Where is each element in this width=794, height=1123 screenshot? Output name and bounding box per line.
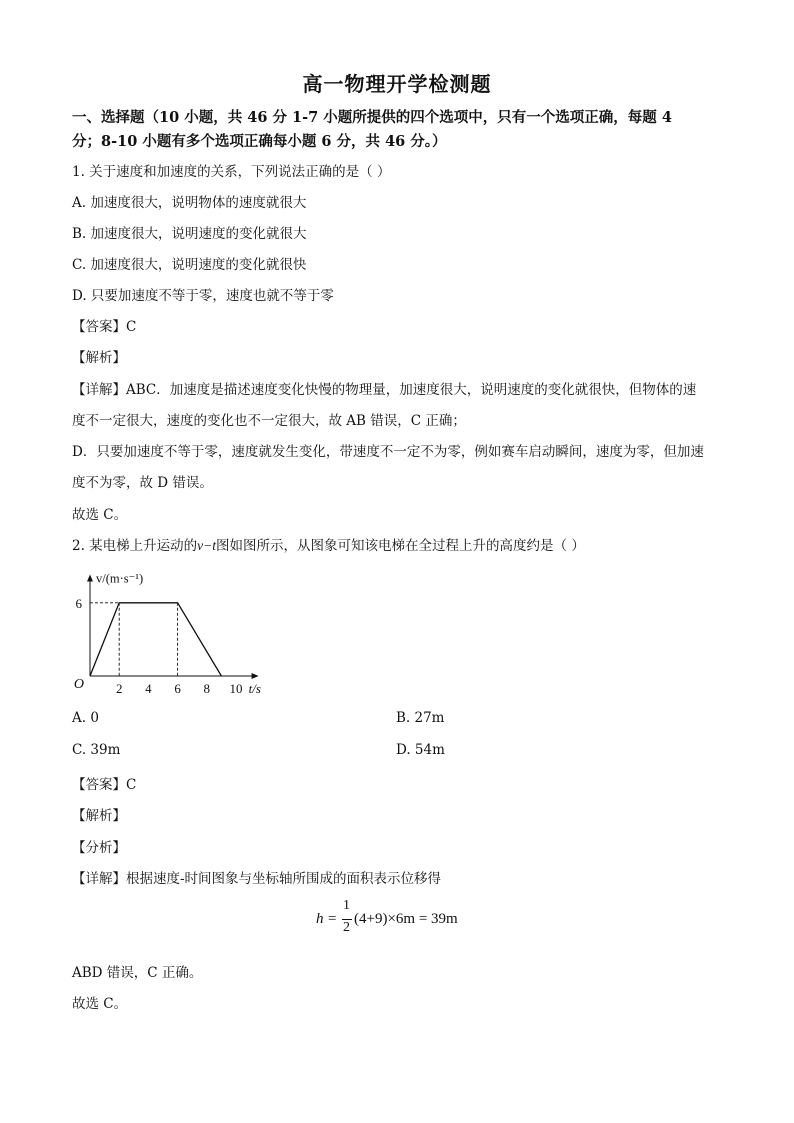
q1-detail-line4: 度不为零，故 D 错误。 [72,475,213,491]
q1-option-a: A. 加速度很大，说明物体的速度就很大 [72,195,307,211]
y-axis-arrow [87,575,93,582]
q2-fenxi-tag: 【分析】 [72,840,126,856]
vt-chart [66,564,276,699]
formula-denominator: 2 [343,920,350,935]
formula-eq: = [328,911,337,927]
x-tick-label-10: 10 [229,681,243,696]
y-tick-label-6: 6 [75,595,82,611]
q1-detail-line1 [72,378,696,398]
q1-analysis-tag: 【解析】 [72,350,126,366]
q1-option-b: B. 加速度很大，说明速度的变化就很大 [72,226,307,242]
page-title: 高一物理开学检测题 [302,72,492,96]
q1-answer-value: C [126,319,137,335]
q1-detail-text1: ABC．加速度是描述速度变化快慢的物理量，加速度很大，说明速度的变化就很快，但物体的速 [126,382,697,398]
q2-detail-tag: 【详解】 [72,871,126,887]
q2-option-d: D. 54m [396,742,445,758]
q2-conclusion: 故选 C。 [72,996,128,1012]
q1-option-c: C. 加速度很大，说明速度的变化就很快 [72,257,307,273]
q2-answer [72,773,136,793]
q1-stem: 1. 关于速度和加速度的关系，下列说法正确的是（ ） [72,164,391,180]
q2-stem-pre: 2. 某电梯上升运动的 [72,538,198,554]
vt-series-line [90,603,221,676]
q2-option-a: A. 0 [72,710,99,726]
q2-option-b: B. 27m [396,710,445,726]
q1-answer-tag: 【答案】 [72,319,126,335]
q2-stem-vt: v−t [197,538,217,553]
section-heading-line2: 分；8-10 小题有多个选项正确每小题 6 分，共 46 分。） [72,133,447,150]
x-axis-label: t/s [248,681,261,696]
q2-stem-post: 图如图所示，从图象可知该电梯在全过程上升的高度约是（ ） [216,538,585,554]
formula-expression: (4+9)×6m = 39m [354,911,458,927]
q1-detail-line3: D．只要加速度不等于零，速度就发生变化，带速度不一定不为零，例如赛车启动瞬间，速度为零，但加速 [72,444,704,460]
q2-answer-value: C [126,777,137,793]
q1-answer [72,315,136,335]
q1-detail-line2: 度不一定很大，速度的变化也不一定很大，故 AB 错误，C 正确； [72,413,466,429]
x-axis-arrow [252,673,259,679]
q1-conclusion: 故选 C。 [72,507,128,523]
origin-label: O [73,677,84,692]
q1-detail-tag: 【详解】 [72,382,126,398]
formula-numerator: 1 [343,898,350,913]
q2-option-c: C. 39m [72,742,121,758]
x-tick-label-8: 8 [203,681,211,696]
x-tick-label-2: 2 [115,681,123,696]
q1-option-d: D. 只要加速度不等于零，速度也就不等于零 [72,288,334,304]
q2-answer-tag: 【答案】 [72,777,126,793]
y-axis-label: v/(m·s⁻¹) [96,571,144,586]
q2-detail-line1 [72,867,441,887]
q2-formula [316,900,516,940]
q2-stem [72,534,585,554]
x-tick-label-6: 6 [174,681,181,696]
q2-detail-line2: ABD 错误，C 正确。 [72,965,203,981]
q2-analysis-tag: 【解析】 [72,808,126,824]
section-heading-line1: 一、选择题（10 小题，共 46 分 1-7 小题所提供的四个选项中，只有一个选项正确，每题 4 [72,109,672,126]
x-tick-label-4: 4 [145,681,152,696]
formula-lhs: h [316,911,324,927]
q2-detail-text1: 根据速度-时间图象与坐标轴所围成的面积表示位移得 [126,871,442,887]
